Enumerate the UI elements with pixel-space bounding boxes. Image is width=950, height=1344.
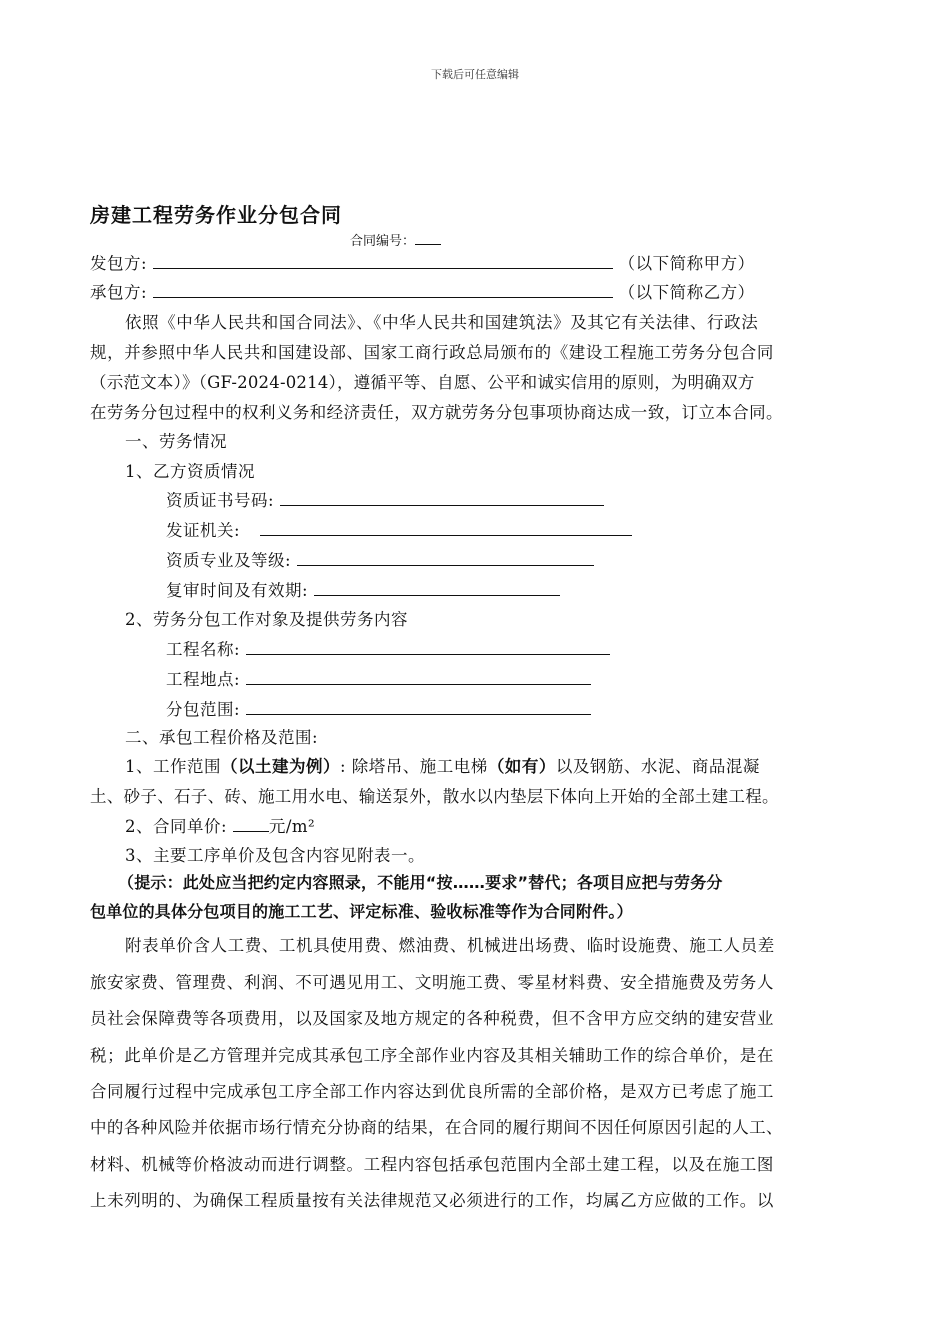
project-scope-label: 分包范围: bbox=[166, 700, 241, 719]
qualification-review-line bbox=[166, 577, 560, 601]
party-a-line bbox=[90, 250, 755, 274]
qualification-issuer-blank[interactable] bbox=[260, 518, 632, 536]
section-1-heading: 一、劳务情况 bbox=[125, 432, 227, 451]
project-location-blank[interactable] bbox=[246, 667, 591, 685]
project-scope-line bbox=[166, 696, 591, 720]
project-scope-blank[interactable] bbox=[246, 697, 591, 715]
body-paragraph-line: 附表单价含人工费、工机具使用费、燃油费、机械进出场费、临时设施费、施工人员差 bbox=[125, 936, 775, 955]
project-name-blank[interactable] bbox=[246, 637, 610, 655]
work-scope-line bbox=[125, 753, 760, 777]
unit-price-blank[interactable] bbox=[233, 814, 269, 832]
work-scope-prefix: 1、工作范围 bbox=[125, 757, 221, 776]
unit-price-unit: 元/m² bbox=[268, 817, 316, 836]
party-b-label: 承包方: bbox=[90, 283, 148, 302]
party-a-label: 发包方: bbox=[90, 254, 148, 273]
work-scope-middle: : 除塔吊、施工电梯 bbox=[340, 757, 488, 776]
intro-paragraph-line: 依照《中华人民共和国合同法》、《中华人民共和国建筑法》及其它有关法律、行政法 bbox=[125, 313, 759, 332]
header-note: 下载后可任意编辑 bbox=[431, 68, 519, 81]
project-location-label: 工程地点: bbox=[166, 670, 241, 689]
unit-price-line bbox=[125, 813, 315, 837]
qualification-review-label: 复审时间及有效期: bbox=[166, 581, 309, 600]
qualification-level-blank[interactable] bbox=[297, 548, 594, 566]
document-title: 房建工程劳务作业分包合同 bbox=[90, 203, 342, 227]
intro-paragraph-line: 在劳务分包过程中的权利义务和经济责任，双方就劳务分包事项协商达成一致，订立本合同。 bbox=[90, 403, 783, 422]
qualification-cert-label: 资质证书号码: bbox=[166, 491, 275, 510]
contract-number-blank[interactable] bbox=[415, 230, 441, 245]
qualification-level-line bbox=[166, 547, 594, 571]
contract-number bbox=[350, 230, 441, 249]
body-paragraph-line: 上未列明的、为确保工程质量按有关法律规范又必须进行的工作，均属乙方应做的工作。以 bbox=[90, 1191, 774, 1210]
party-b-line bbox=[90, 279, 755, 303]
section-1-1-heading: 1、乙方资质情况 bbox=[125, 462, 255, 481]
party-b-blank[interactable] bbox=[153, 280, 613, 298]
party-b-suffix: （以下简称乙方） bbox=[618, 283, 755, 302]
party-a-suffix: （以下简称甲方） bbox=[618, 254, 755, 273]
body-paragraph-line: 中的各种风险并依据市场行情充分协商的结果，在合同的履行期间不因任何原因引起的人工、 bbox=[90, 1118, 783, 1137]
work-scope-suffix: 以及钢筋、水泥、商品混凝 bbox=[555, 757, 760, 776]
qualification-level-label: 资质专业及等级: bbox=[166, 551, 292, 570]
tip-line: 包单位的具体分包项目的施工工艺、评定标准、验收标准等作为合同附件。） bbox=[90, 902, 633, 921]
intro-paragraph-line: 规，并参照中华人民共和国建设部、国家工商行政总局颁布的《建设工程施工劳务分包合同 bbox=[90, 343, 774, 362]
body-paragraph-line: 材料、机械等价格波动而进行调整。工程内容包括承包范围内全部土建工程，以及在施工图 bbox=[90, 1155, 774, 1174]
party-a-blank[interactable] bbox=[153, 251, 613, 269]
work-scope-if-any: （如有） bbox=[487, 757, 556, 776]
project-location-line bbox=[166, 666, 591, 690]
project-name-line bbox=[166, 636, 610, 660]
section-1-2-heading: 2、劳务分包工作对象及提供劳务内容 bbox=[125, 610, 408, 629]
intro-paragraph-line: （示范文本）》（GF-2024-0214），遵循平等、自愿、公平和诚实信用的原则，为明确双方 bbox=[90, 373, 755, 392]
qualification-cert-blank[interactable] bbox=[280, 488, 604, 506]
work-scope-line-2: 土、砂子、石子、砖、施工用水电、输送泵外，散水以内垫层下体向上开始的全部土建工程。 bbox=[90, 787, 779, 806]
work-scope-example: （以土建为例） bbox=[221, 757, 340, 776]
tip-line: （提示：此处应当把约定内容照录，不能用“按……要求”替代；各项目应把与劳务分 bbox=[118, 873, 723, 892]
body-paragraph-line: 旅安家费、管理费、利润、不可遇见用工、文明施工费、零星材料费、安全措施费及劳务人 bbox=[90, 973, 774, 992]
unit-price-label: 2、合同单价: bbox=[125, 817, 228, 836]
main-items-line: 3、主要工序单价及包含内容见附表一。 bbox=[125, 846, 425, 865]
body-paragraph-line: 税；此单价是乙方管理并完成其承包工序全部作业内容及其相关辅助工作的综合单价，是在 bbox=[90, 1046, 774, 1065]
qualification-issuer-label: 发证机关: bbox=[166, 521, 241, 540]
body-paragraph-line: 员社会保障费等各项费用，以及国家及地方规定的各种税费，但不含甲方应交纳的建安营业 bbox=[90, 1009, 774, 1028]
qualification-issuer-line bbox=[166, 517, 632, 541]
body-paragraph-line: 合同履行过程中完成承包工序全部工作内容达到优良所需的全部价格，是双方已考虑了施工 bbox=[90, 1082, 774, 1101]
qualification-review-blank[interactable] bbox=[314, 578, 560, 596]
project-name-label: 工程名称: bbox=[166, 640, 241, 659]
contract-number-label: 合同编号： bbox=[350, 234, 416, 249]
section-2-heading: 二、承包工程价格及范围: bbox=[125, 728, 319, 747]
qualification-cert-line bbox=[166, 487, 604, 511]
